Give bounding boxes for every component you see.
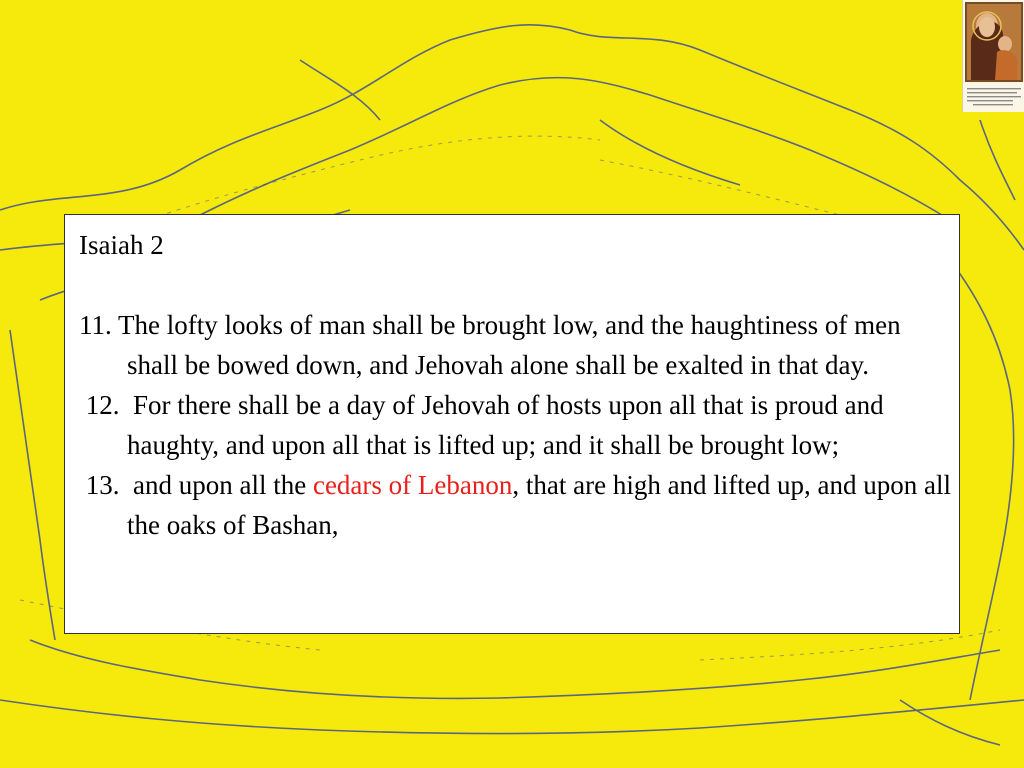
verse-13	[79, 465, 958, 545]
blank-line	[79, 265, 951, 305]
scripture-text-box	[64, 214, 960, 634]
verse-13-start: 13. and upon all the	[79, 470, 313, 500]
corner-icon-image	[962, 0, 1024, 112]
verse-13-end: , that are high and lifted up, and upon all the oaks of Bashan,	[127, 470, 958, 540]
madonna-icon	[963, 0, 1024, 112]
verse-11: 11. The lofty looks of man shall be brought low, and the haughtiness of men shall be bowed down, and Jehovah alone shall be exalted in that day.	[79, 310, 901, 380]
verse-13-highlight: cedars of Lebanon	[312, 470, 513, 500]
scripture-heading: Isaiah 2	[79, 230, 164, 260]
verse-12: 12. For there shall be a day of Jehovah of hosts upon all that is proud and haughty, and upon all that is lifted up; and it shall be brought low;	[79, 390, 891, 460]
